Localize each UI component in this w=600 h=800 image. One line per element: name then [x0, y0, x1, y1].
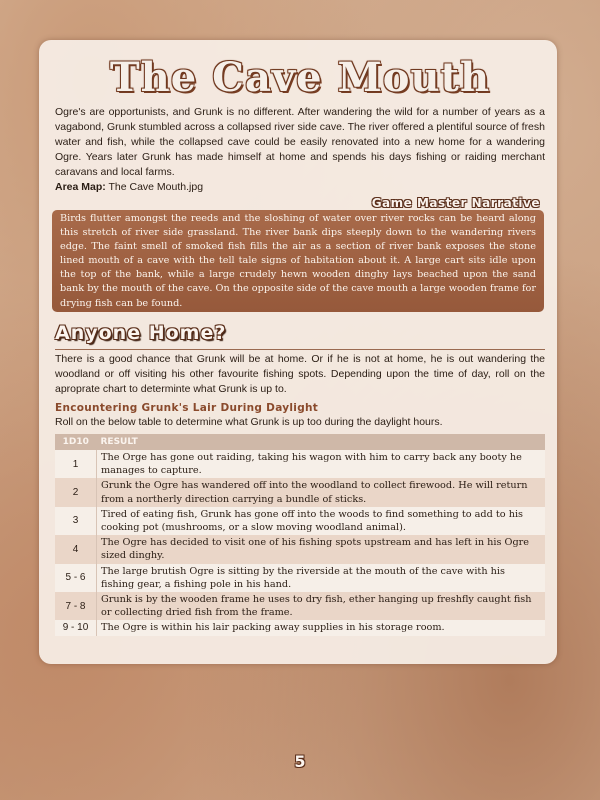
- roll-cell: 7 - 8: [55, 592, 97, 620]
- result-cell: Tired of eating fish, Grunk has gone off into the woods to find something to add to his cooking pot (mushrooms, or a slow moving woodland animal).: [97, 507, 546, 535]
- area-map-line: [55, 181, 203, 193]
- table-row: [55, 592, 545, 620]
- table-row: [55, 478, 545, 506]
- roll-cell: 2: [55, 478, 97, 506]
- area-map-label: Area Map:: [55, 181, 106, 193]
- gm-narrative-text: Birds flutter amongst the reeds and the sloshing of water over river rocks can be heard along this stretch of river side grassland. The river bank dips steeply down to the wandering rivers edge. The faint smell of smoked fish fills the air as a section of river bank exposes the stone lined mouth of a cave with the tell tale signs of habitation about it. A large cart sits idle upon the top of the bank, while a large crudely hewn wooden dinghy lays beached upon the sand bank by the mouth of the cave. On the opposite side of the cave mouth a large wooden frame for drying fish can be found.: [60, 213, 536, 309]
- gm-narrative-box: [52, 210, 544, 312]
- roll-cell: 3: [55, 507, 97, 535]
- roll-cell: 9 - 10: [55, 620, 97, 635]
- page-title: The Cave Mouth: [109, 54, 491, 101]
- table-header-row: [55, 434, 545, 450]
- area-map-value: The Cave Mouth.jpg: [105, 181, 204, 193]
- header-roll: 1D10: [55, 434, 97, 450]
- gm-narrative-label: Game Master Narrative: [371, 196, 540, 210]
- result-cell: Grunk is by the wooden frame he uses to dry fish, ether hanging up freshfly caught fish or collecting dried fish from the frame.: [97, 592, 546, 620]
- table-row: [55, 620, 545, 635]
- roll-cell: 5 - 6: [55, 564, 97, 592]
- result-cell: Grunk the Ogre has wandered off into the woodland to collect firewood. He will return from a northerly direction carrying a bundle of sticks.: [97, 478, 546, 506]
- header-result: RESULT: [97, 434, 546, 450]
- table-subheading: Encountering Grunk's Lair During Daylight: [55, 402, 319, 414]
- roll-cell: 4: [55, 535, 97, 563]
- result-cell: The Ogre has decided to visit one of his fishing spots upstream and has left in his Ogre sized dinghy.: [97, 535, 546, 563]
- table-row: [55, 535, 545, 563]
- section-paragraph: There is a good chance that Grunk will be at home. Or if he is not at home, he is out wandering the woodland or off visiting his other favourite fishing spots. Depending upon the time of day, roll on the aproprate chart to determinte what Grunk is up to.: [55, 353, 545, 395]
- table-intro: Roll on the below table to determine what Grunk is up too during the daylight hours.: [55, 416, 443, 428]
- result-cell: The Orge has gone out raiding, taking his wagon with him to carry back any booty he manages to capture.: [97, 450, 546, 478]
- table-row: [55, 450, 545, 478]
- daylight-encounter-table: [55, 434, 545, 636]
- result-cell: The Ogre is within his lair packing away supplies in his storage room.: [97, 620, 546, 635]
- section-divider: [55, 349, 545, 350]
- result-cell: The large brutish Ogre is sitting by the riverside at the mouth of the cave with his fishing gear, a fishing pole in his hand.: [97, 564, 546, 592]
- roll-cell: 1: [55, 450, 97, 478]
- table-row: [55, 507, 545, 535]
- page-number: 5: [294, 752, 306, 771]
- table-row: [55, 564, 545, 592]
- section-heading: Anyone Home?: [55, 322, 227, 344]
- intro-paragraph: Ogre's are opportunists, and Grunk is no different. After wandering the wild for a number of years as a vagabond, Grunk stumbled across a collapsed river side cave. The river offered a plentiful source of fresh water and fish, while the collapsed cave could be easily renovated into a new home for a wandering Ogre. Years later Grunk has made himself at home and spends his days fishing or raiding merchant caravans and local farms.: [55, 106, 545, 178]
